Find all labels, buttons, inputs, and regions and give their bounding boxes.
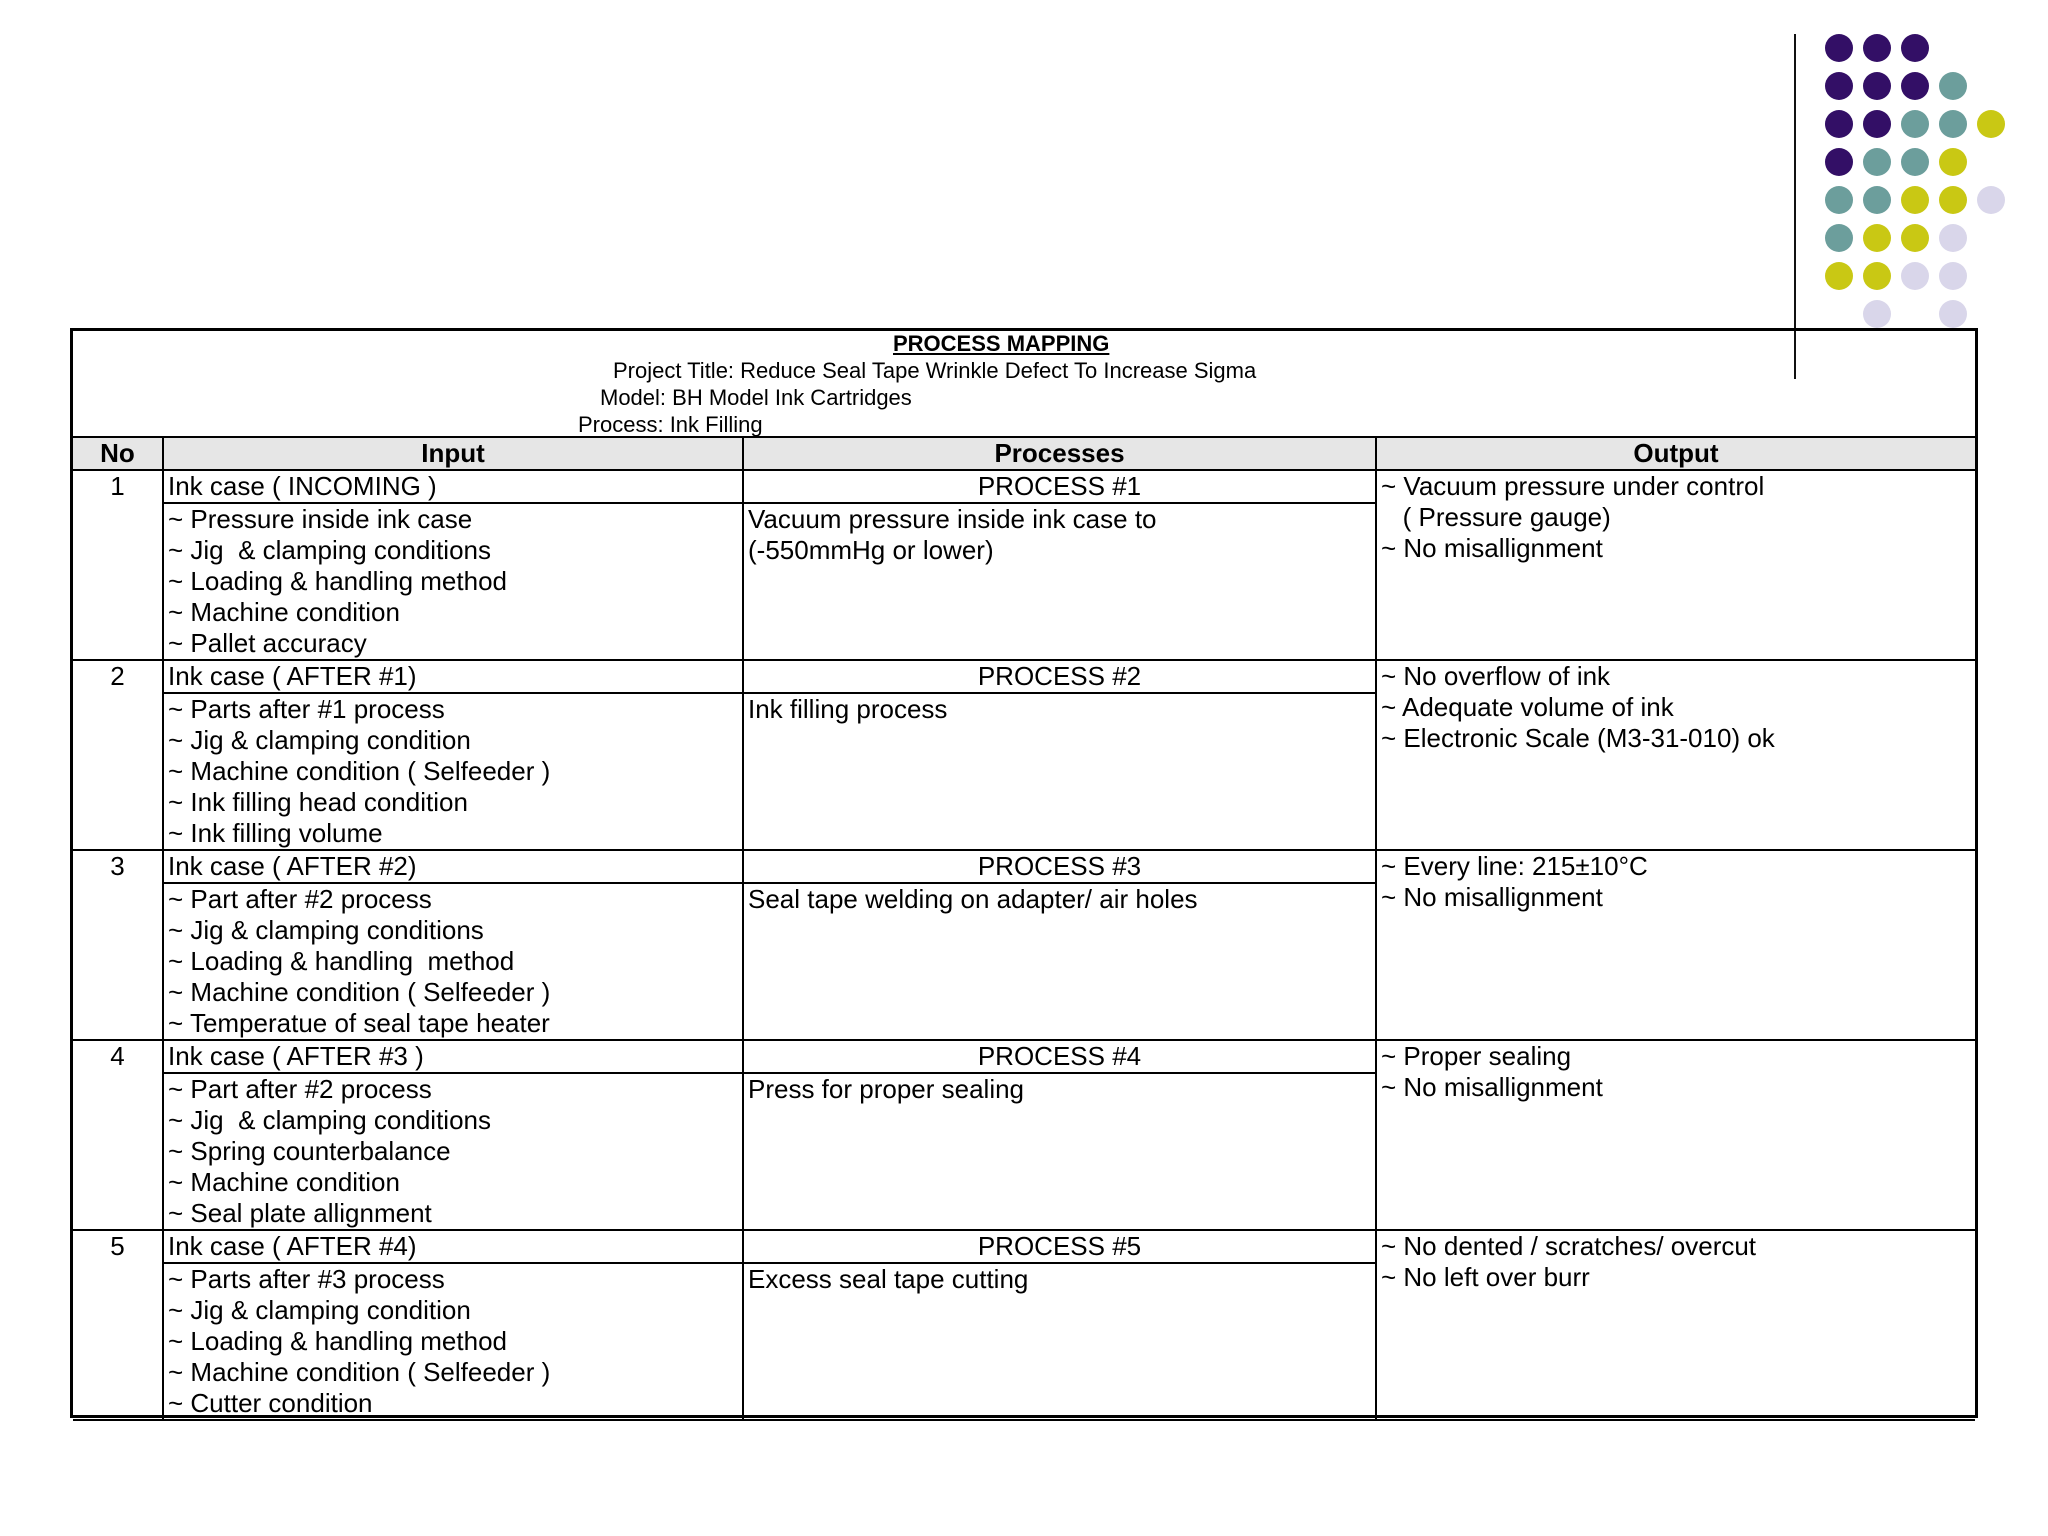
step-number: 5	[73, 1230, 163, 1420]
output-item: ~ Proper sealing	[1381, 1041, 1572, 1071]
process-description-line: Press for proper sealing	[748, 1074, 1025, 1104]
input-item: ~ Part after #2 process	[168, 884, 432, 914]
table-row	[73, 1040, 1975, 1073]
input-item: ~ Jig & clamping condition	[168, 725, 471, 755]
process-line: Process: Ink Filling	[578, 412, 763, 437]
decorative-dot	[1977, 110, 2005, 138]
input-item: ~ Machine condition	[168, 1167, 400, 1197]
input-list	[163, 693, 743, 850]
decorative-dot	[1863, 72, 1891, 100]
output-item: ~ Vacuum pressure under control	[1381, 471, 1765, 501]
output-item: ~ No misallignment	[1381, 882, 1603, 912]
table-header-row	[73, 437, 1975, 470]
process-mapping-sheet	[70, 328, 1978, 1418]
decorative-dot	[1939, 148, 1967, 176]
input-item: ~ Jig & clamping conditions	[168, 535, 492, 565]
process-description-line: Ink filling process	[748, 694, 948, 724]
output-item: ~ No misallignment	[1381, 533, 1603, 563]
output-cell	[1376, 1040, 1975, 1230]
process-label: PROCESS #4	[743, 1040, 1376, 1073]
input-item: ~ Loading & handling method	[168, 566, 507, 596]
input-item: ~ Part after #2 process	[168, 1074, 432, 1104]
input-header: Ink case ( INCOMING )	[163, 470, 743, 503]
column-header-no: No	[73, 437, 163, 470]
step-number: 3	[73, 850, 163, 1040]
output-item: ~ No dented / scratches/ overcut	[1381, 1231, 1757, 1261]
process-description	[743, 1073, 1376, 1230]
table-row	[73, 660, 1975, 693]
output-item: ~ No misallignment	[1381, 1072, 1603, 1102]
decorative-dot	[1939, 300, 1967, 328]
model-line: Model: BH Model Ink Cartridges	[600, 385, 912, 410]
process-label: PROCESS #2	[743, 660, 1376, 693]
input-list	[163, 503, 743, 660]
decorative-dot	[1901, 72, 1929, 100]
input-item: ~ Temperatue of seal tape heater	[168, 1008, 550, 1038]
decorative-dot	[1825, 110, 1853, 138]
decorative-dot	[1977, 186, 2005, 214]
input-list	[163, 1073, 743, 1230]
decorative-dot	[1901, 34, 1929, 62]
input-list	[163, 1263, 743, 1420]
step-number: 4	[73, 1040, 163, 1230]
decorative-dot	[1939, 110, 1967, 138]
process-description-line: Excess seal tape cutting	[748, 1264, 1029, 1294]
input-header: Ink case ( AFTER #2)	[163, 850, 743, 883]
input-list	[163, 883, 743, 1040]
decorative-dot	[1939, 262, 1967, 290]
input-item: ~ Parts after #1 process	[168, 694, 445, 724]
process-label: PROCESS #3	[743, 850, 1376, 883]
decorative-dot	[1863, 110, 1891, 138]
process-description	[743, 503, 1376, 660]
process-label: PROCESS #1	[743, 470, 1376, 503]
input-item: ~ Machine condition	[168, 597, 400, 627]
sheet-header	[73, 331, 1975, 439]
decorative-dot	[1939, 186, 1967, 214]
column-header-output: Output	[1376, 437, 1975, 470]
decorative-dot	[1901, 186, 1929, 214]
document-title: PROCESS MAPPING	[893, 331, 1110, 356]
output-item: ~ Electronic Scale (M3-31-010) ok	[1381, 723, 1775, 753]
decorative-dot	[1863, 34, 1891, 62]
input-item: ~ Pressure inside ink case	[168, 504, 473, 534]
project-title: Project Title: Reduce Seal Tape Wrinkle Defect To Increase Sigma	[613, 358, 1257, 383]
process-description	[743, 693, 1376, 850]
decorative-dot	[1825, 262, 1853, 290]
decorative-dot	[1863, 300, 1891, 328]
input-item: ~ Pallet accuracy	[168, 628, 367, 658]
decorative-dot	[1939, 224, 1967, 252]
input-item: ~ Parts after #3 process	[168, 1264, 445, 1294]
input-header: Ink case ( AFTER #1)	[163, 660, 743, 693]
input-header: Ink case ( AFTER #3 )	[163, 1040, 743, 1073]
input-header: Ink case ( AFTER #4)	[163, 1230, 743, 1263]
process-label: PROCESS #5	[743, 1230, 1376, 1263]
table-row	[73, 470, 1975, 503]
decorative-dot	[1901, 262, 1929, 290]
output-item: ~ No left over burr	[1381, 1262, 1590, 1292]
input-item: ~ Loading & handling method	[168, 1326, 507, 1356]
process-description-line: Vacuum pressure inside ink case to	[748, 504, 1157, 534]
input-item: ~ Machine condition ( Selfeeder )	[168, 977, 551, 1007]
decorative-corner	[1780, 30, 2040, 340]
input-item: ~ Machine condition ( Selfeeder )	[168, 756, 551, 786]
process-description-line: (-550mmHg or lower)	[748, 535, 994, 565]
decorative-dot	[1825, 148, 1853, 176]
decorative-dot	[1863, 224, 1891, 252]
table-body	[73, 470, 1975, 1420]
input-item: ~ Machine condition ( Selfeeder )	[168, 1357, 551, 1387]
input-item: ~ Spring counterbalance	[168, 1136, 451, 1166]
output-item: ~ Adequate volume of ink	[1381, 692, 1674, 722]
decorative-dot	[1825, 224, 1853, 252]
table-row	[73, 1230, 1975, 1263]
decorative-dot	[1863, 262, 1891, 290]
process-description	[743, 1263, 1376, 1420]
output-cell	[1376, 660, 1975, 850]
decorative-dot	[1825, 72, 1853, 100]
input-item: ~ Jig & clamping condition	[168, 1295, 471, 1325]
input-item: ~ Ink filling volume	[168, 818, 383, 848]
output-item: ~ No overflow of ink	[1381, 661, 1611, 691]
decorative-dot	[1825, 34, 1853, 62]
column-header-processes: Processes	[743, 437, 1376, 470]
input-item: ~ Loading & handling method	[168, 946, 515, 976]
step-number: 1	[73, 470, 163, 660]
output-cell	[1376, 850, 1975, 1040]
decorative-dot	[1901, 110, 1929, 138]
output-item: ~ Every line: 215±10°C	[1381, 851, 1648, 881]
table-row	[73, 850, 1975, 883]
process-table	[73, 436, 1975, 1421]
process-description-line: Seal tape welding on adapter/ air holes	[748, 884, 1198, 914]
step-number: 2	[73, 660, 163, 850]
decorative-dot	[1863, 148, 1891, 176]
decorative-dot	[1939, 72, 1967, 100]
output-cell	[1376, 470, 1975, 660]
output-item: ( Pressure gauge)	[1381, 502, 1611, 532]
decorative-dot	[1901, 224, 1929, 252]
input-item: ~ Cutter condition	[168, 1388, 373, 1418]
process-description	[743, 883, 1376, 1040]
input-item: ~ Seal plate allignment	[168, 1198, 432, 1228]
column-header-input: Input	[163, 437, 743, 470]
decorative-dot	[1863, 186, 1891, 214]
output-cell	[1376, 1230, 1975, 1420]
decorative-dot	[1825, 186, 1853, 214]
decorative-dot	[1901, 148, 1929, 176]
input-item: ~ Ink filling head condition	[168, 787, 468, 817]
input-item: ~ Jig & clamping conditions	[168, 1105, 492, 1135]
input-item: ~ Jig & clamping conditions	[168, 915, 484, 945]
